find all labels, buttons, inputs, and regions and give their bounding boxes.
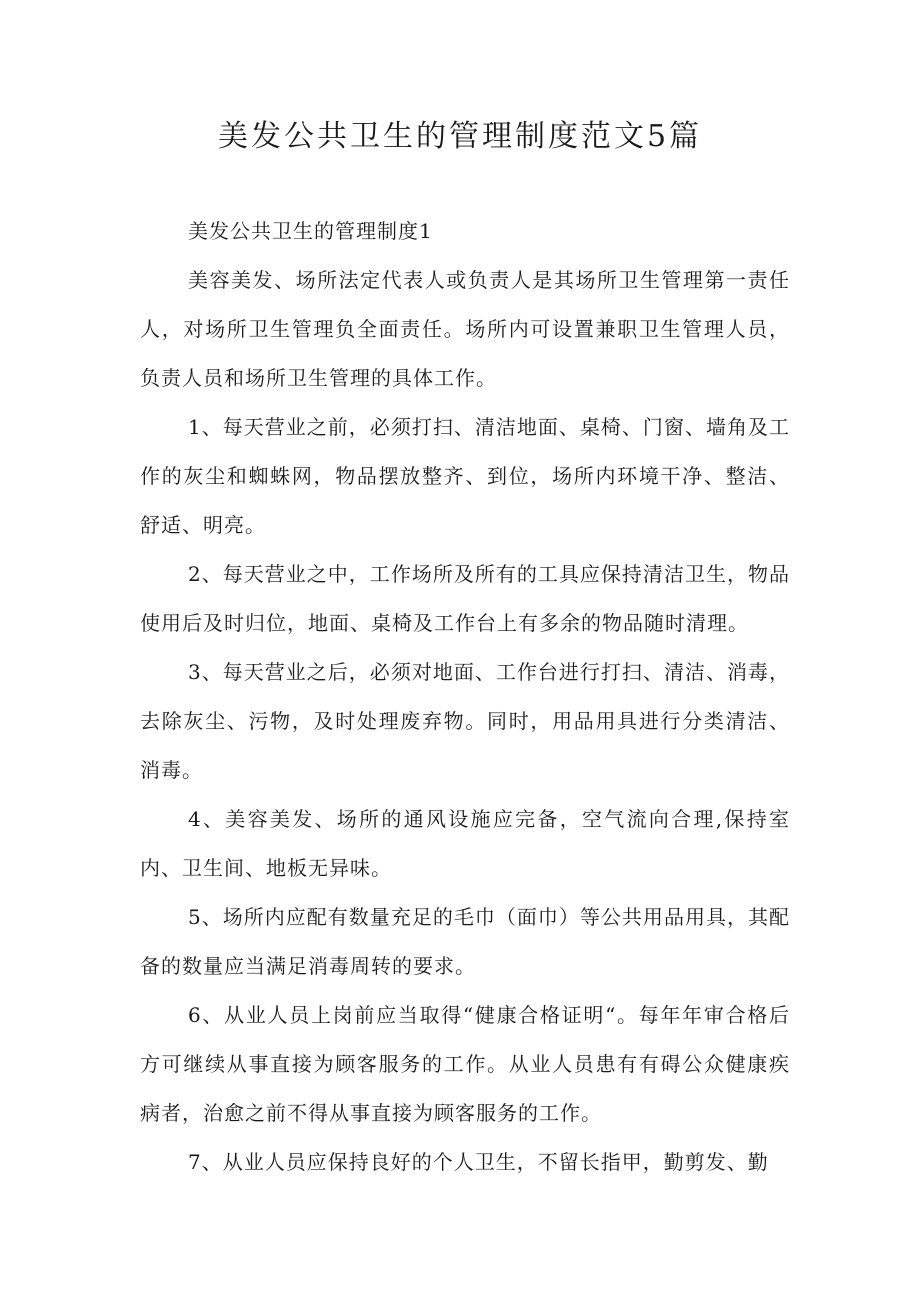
document-title: 美发公共卫生的管理制度范文5篇 [217,119,703,154]
rule-item-5: 5、场所内应配有数量充足的毛巾（面巾）等公共用品用具，其配备的数量应当满足消毒周转的要求。 [140,905,790,978]
rule-item-7: 7、从业人员应保持良好的个人卫生，不留长指甲，勤剪发、勤 [188,1150,769,1174]
rule-item-1: 1、每天营业之前，必须打扫、清洁地面、桌椅、门窗、墙角及工作的灰尘和蜘蛛网，物品摆放整齐、到位，场所内环境干净、整洁、舒适、明亮。 [140,415,790,537]
document-body [140,207,790,1187]
section-heading: 美发公共卫生的管理制度1 [188,219,433,243]
rule-item-6: 6、从业人员上岗前应当取得“健康合格证明“。每年年审合格后方可继续从事直接为顾客服务的工作。从业人员患有有碍公众健康疾病者，治愈之前不得从事直接为顾客服务的工作。 [140,1003,790,1125]
rule-item-4: 4、美容美发、场所的通风设施应完备，空气流向合理,保持室内、卫生间、地板无异味。 [140,807,790,880]
intro-paragraph: 美容美发、场所法定代表人或负责人是其场所卫生管理第一责任人，对场所卫生管理负全面责任。场所内可设置兼职卫生管理人员，负责人员和场所卫生管理的具体工作。 [140,268,790,390]
rule-item-2: 2、每天营业之中，工作场所及所有的工具应保持清洁卫生，物品使用后及时归位，地面、桌椅及工作台上有多余的物品随时清理。 [140,562,790,635]
rule-item-3: 3、每天营业之后，必须对地面、工作台进行打扫、清洁、消毒，去除灰尘、污物，及时处理废弃物。同时，用品用具进行分类清洁、消毒。 [140,660,790,782]
